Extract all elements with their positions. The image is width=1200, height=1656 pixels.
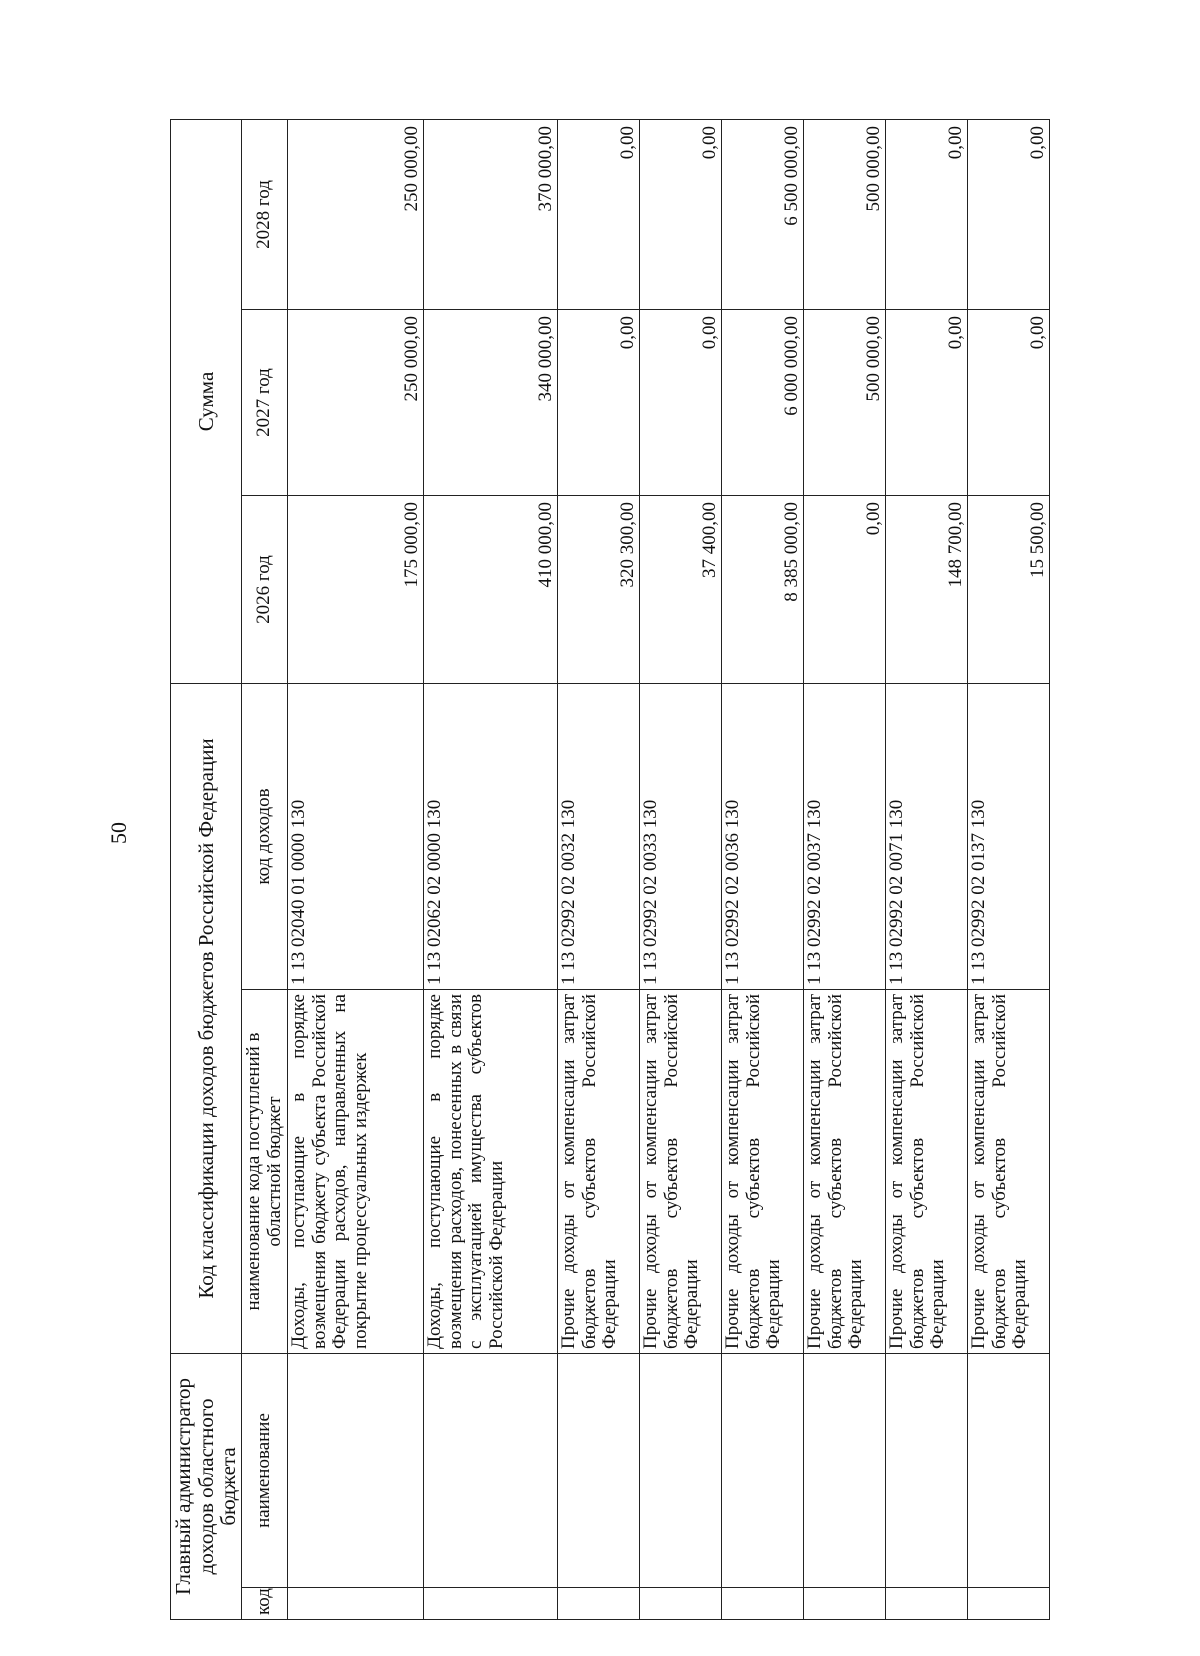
table-row (804, 119, 886, 1619)
header-admin-group: Главный администратор доходов областного бюджета (171, 1354, 242, 1620)
row-sum-2026: 37 400,00 (640, 495, 722, 683)
row-admin-name (640, 1354, 722, 1588)
row-income-code: 1 13 02040 01 0000 130 (288, 683, 424, 989)
header-admin-name: наименование (242, 1354, 288, 1588)
row-sum-2027: 250 000,00 (288, 309, 424, 495)
row-receipt-name: Доходы, поступающие в порядке возмещения бюджету субъекта Российской Федерации расходов, направленных на покрытие процессуальных издержек (288, 990, 424, 1354)
row-sum-2026: 8 385 000,00 (722, 495, 804, 683)
row-admin-name (722, 1354, 804, 1588)
row-receipt-name: Прочие доходы от компенсации затрат бюджетов субъектов Российской Федерации (804, 990, 886, 1354)
page-number: 50 (106, 822, 131, 844)
row-sum-2028: 250 000,00 (288, 119, 424, 309)
row-sum-2028: 6 500 000,00 (722, 119, 804, 309)
row-admin-name (288, 1354, 424, 1588)
row-sum-2027: 340 000,00 (424, 309, 558, 495)
row-sum-2028: 0,00 (886, 119, 968, 309)
header-year-2026: 2026 год (242, 495, 288, 683)
row-receipt-name: Прочие доходы от компенсации затрат бюджетов субъектов Российской Федерации (558, 990, 640, 1354)
row-sum-2027: 0,00 (968, 309, 1050, 495)
row-income-code: 1 13 02992 02 0032 130 (558, 683, 640, 989)
table-row (968, 119, 1050, 1619)
table-row (886, 119, 968, 1619)
row-admin-code (722, 1588, 804, 1620)
row-sum-2027: 6 000 000,00 (722, 309, 804, 495)
row-receipt-name: Прочие доходы от компенсации затрат бюджетов субъектов Российской Федерации (886, 990, 968, 1354)
row-admin-code (968, 1588, 1050, 1620)
row-admin-code (640, 1588, 722, 1620)
row-admin-name (968, 1354, 1050, 1588)
table-row (640, 119, 722, 1619)
table-row (722, 119, 804, 1619)
row-income-code: 1 13 02992 02 0036 130 (722, 683, 804, 989)
row-admin-name (424, 1354, 558, 1588)
row-sum-2026: 0,00 (804, 495, 886, 683)
row-receipt-name: Прочие доходы от компенсации затрат бюджетов субъектов Российской Федерации (640, 990, 722, 1354)
row-sum-2027: 500 000,00 (804, 309, 886, 495)
row-sum-2026: 175 000,00 (288, 495, 424, 683)
row-admin-code (886, 1588, 968, 1620)
row-income-code: 1 13 02992 02 0137 130 (968, 683, 1050, 989)
row-admin-code (424, 1588, 558, 1620)
rotated-table-container (170, 120, 1050, 1620)
header-sum-group: Сумма (171, 119, 242, 683)
row-sum-2026: 320 300,00 (558, 495, 640, 683)
header-receipt-name: наименование кода поступлений в областной бюджет (242, 990, 288, 1354)
row-sum-2027: 0,00 (886, 309, 968, 495)
table-row (424, 119, 558, 1619)
row-income-code: 1 13 02992 02 0071 130 (886, 683, 968, 989)
table-row (558, 119, 640, 1619)
header-admin-code: код (242, 1588, 288, 1620)
row-sum-2027: 0,00 (640, 309, 722, 495)
header-year-2028: 2028 год (242, 119, 288, 309)
table-body (288, 119, 1050, 1619)
row-sum-2027: 0,00 (558, 309, 640, 495)
row-admin-name (558, 1354, 640, 1588)
row-sum-2026: 15 500,00 (968, 495, 1050, 683)
income-table (170, 119, 1050, 1620)
row-income-code: 1 13 02992 02 0033 130 (640, 683, 722, 989)
row-receipt-name: Прочие доходы от компенсации затрат бюджетов субъектов Российской Федерации (968, 990, 1050, 1354)
row-sum-2028: 0,00 (558, 119, 640, 309)
row-admin-name (886, 1354, 968, 1588)
header-year-2027: 2027 год (242, 309, 288, 495)
row-sum-2026: 148 700,00 (886, 495, 968, 683)
row-sum-2028: 370 000,00 (424, 119, 558, 309)
row-sum-2028: 500 000,00 (804, 119, 886, 309)
row-admin-name (804, 1354, 886, 1588)
row-admin-code (804, 1588, 886, 1620)
row-sum-2028: 0,00 (968, 119, 1050, 309)
header-classification-group: Код классификации доходов бюджетов Российской Федерации (171, 683, 242, 1353)
table-row (288, 119, 424, 1619)
row-admin-code (288, 1588, 424, 1620)
row-income-code: 1 13 02992 02 0037 130 (804, 683, 886, 989)
row-admin-code (558, 1588, 640, 1620)
row-income-code: 1 13 02062 02 0000 130 (424, 683, 558, 989)
row-sum-2028: 0,00 (640, 119, 722, 309)
row-sum-2026: 410 000,00 (424, 495, 558, 683)
row-receipt-name: Прочие доходы от компенсации затрат бюджетов субъектов Российской Федерации (722, 990, 804, 1354)
header-income-code: код доходов (242, 683, 288, 989)
row-receipt-name: Доходы, поступающие в порядке возмещения расходов, понесенных в связи с эксплуатацией имущества субъектов Российской Федерации (424, 990, 558, 1354)
